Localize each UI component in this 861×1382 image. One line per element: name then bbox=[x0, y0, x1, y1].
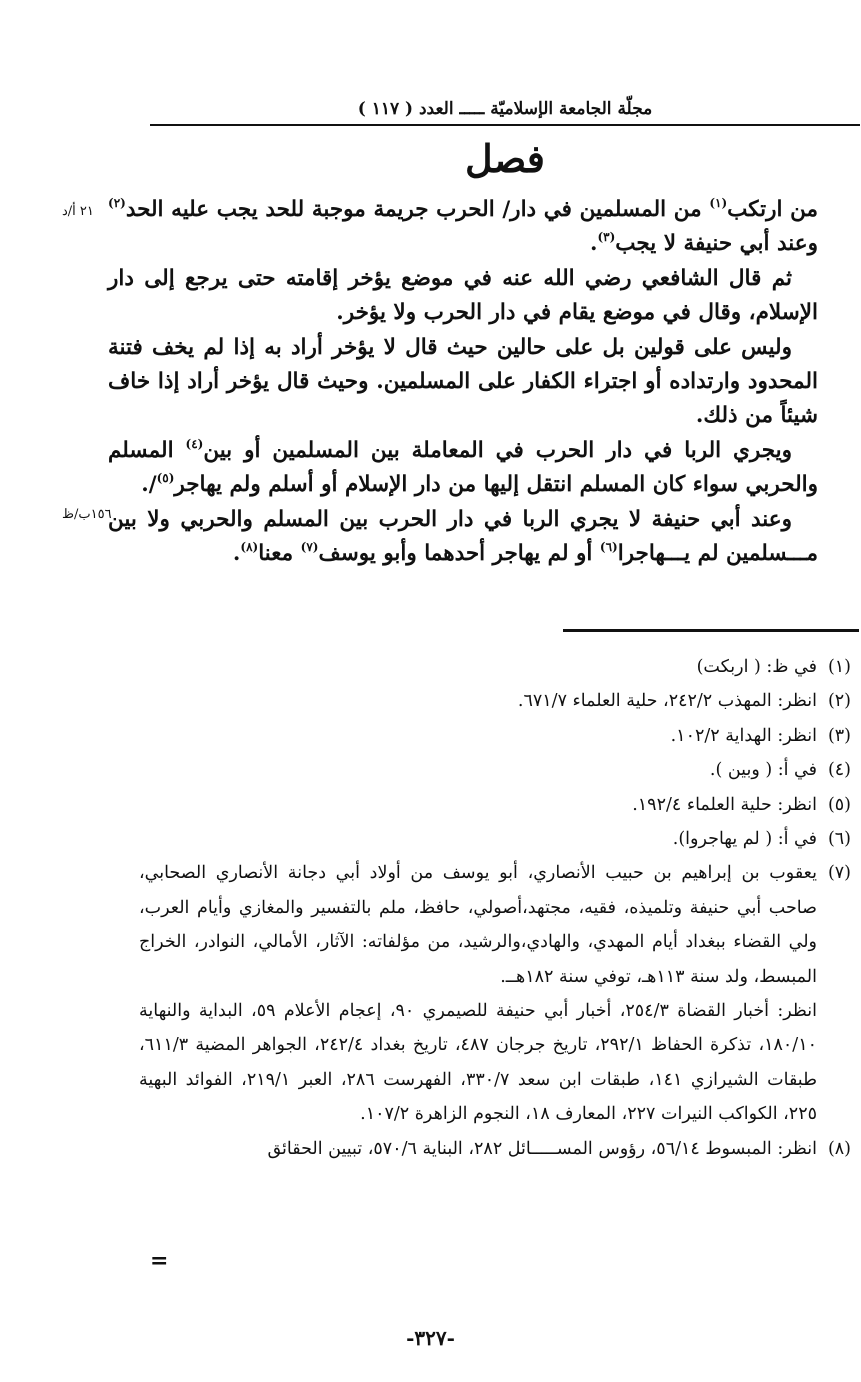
footnote-2: (٢) انظر: المهذب ٢٤٢/٢، حلية العلماء ٦٧١/٧. bbox=[517, 691, 851, 712]
paragraph-3: وليس على قولين بل على حالين حيث قال لا يؤخر أراد به إذا لم يخف فتنة المحدود وارتداده أو اجتراء الكفار على المسلمين. وحيث قال يؤخر أراد إذا خاف شيئاً من ذلك. bbox=[108, 334, 818, 429]
page-number: -٣٢٧- bbox=[406, 1326, 455, 1350]
footnote-ref-7[interactable]: (٧) bbox=[300, 540, 319, 555]
footnote-ref-8[interactable]: (٨) bbox=[240, 540, 259, 555]
footnote-5: (٥) انظر: حلية العلماء ١٩٢/٤. bbox=[632, 794, 851, 815]
footnotes bbox=[139, 650, 851, 1166]
section-title: فصل bbox=[465, 136, 545, 181]
footnote-ref-4[interactable]: (٤) bbox=[185, 436, 204, 451]
footnote-continuation-mark: = bbox=[150, 1248, 169, 1274]
footnote-ref-5[interactable]: (٥) bbox=[156, 471, 175, 486]
footnote-ref-3[interactable]: (٣) bbox=[597, 230, 616, 245]
footnote-7: (٧) يعقوب بن إبراهيم بن حبيب الأنصاري، أبو يوسف من أولاد أبي دجانة الأنصاري الصحابي، صاحب أبي حنيفة وتلميذه، فقيه، مجتهد،أصولي، حافظ، ملم بالتفسير والمغازي وأيام العرب، ولي القضاء ببغداد أيام المهدي، والهادي،والرشيد، من مؤلفاته: الآثار، الأمالي، النوادر، الخراج المبسط، ولد سنة ١١٣هـ، توفي سنة ١٨٢هــ. bbox=[139, 863, 851, 987]
footnote-1: (١) في ظ: ( اربكت) bbox=[696, 657, 851, 677]
margin-note-manuscript-z: ١٥٦ب/ظ bbox=[62, 507, 112, 522]
header-rule bbox=[150, 124, 860, 126]
paragraph-2: ثم قال الشافعي رضي الله عنه في موضع يؤخر إقامته حتى يرجع إلى دار الإسلام، وقال في موضع يقام في دار الحرب ولا يؤخر. bbox=[108, 265, 818, 326]
paragraph-1: من ارتكب$^{(١)}$ من المسلمين في دار/ الحرب جريمة موجبة للحد يجب عليه الحد$^{(٢)}$ وعند أبي حنيفة لا يجب$^{(٣)}$. bbox=[108, 196, 818, 257]
margin-note-manuscript-a: ٢١ أ/د bbox=[62, 204, 94, 219]
footnote-separator bbox=[563, 629, 859, 632]
paragraph-5: وعند أبي حنيفة لا يجري الربا في دار الحرب بين المسلم والحربي ولا بين مـــسلمين لم يـــهاجرا$^{(٦)}$ أو لم يهاجر أحدهما وأبو يوسف$^{(٧)}$ معنا$^{(٨)}$. bbox=[108, 506, 818, 567]
footnote-7-references: انظر: أخبار القضاة ٢٥٤/٣، أخبار أبي حنيفة للصيمري ٩٠، إعجام الأعلام ٥٩، البداية والنهاية ١٨٠/١٠، تذكرة الحفاظ ٢٩٢/١، تاريخ جرجان ٤٨٧، تاريخ بغداد ٢٤٢/٤، الجواهر المضية ٦١١/٣، طبقات الشيرازي ١٤١، طبقات ابن سعد ٣٣٠/٧، الفهرست ٢٨٦، العبر ٢١٩/١، الفوائد البهية ٢٢٥، الكواكب النيرات ٢٢٧، المعارف ١٨، النجوم الزاهرة ١٠٧/٢. bbox=[139, 1001, 818, 1125]
paragraph-4: ويجري الربا في دار الحرب في المعاملة بين المسلمين أو بين$^{(٤)}$ المسلم والحربي سواء كان المسلم انتقل إليها من دار الإسلام أو أسلم ولم يهاجر$^{(٥)}$/. bbox=[108, 436, 818, 498]
footnote-8: (٨) انظر: المبسوط ٥٦/١٤، رؤوس المســـــائل ٢٨٢، البناية ٥٧٠/٦، تبيين الحقائق bbox=[267, 1138, 851, 1159]
footnote-6: (٦) في أ: ( لم يهاجروا). bbox=[672, 829, 851, 850]
footnote-ref-1[interactable]: (١) bbox=[709, 196, 728, 210]
running-header: مجلّة الجامعة الإسلاميّة ـــــ العدد ( ١١٧ ) bbox=[357, 99, 653, 119]
footnote-4: (٤) في أ: ( وبين ). bbox=[709, 760, 851, 781]
footnote-ref-2[interactable]: (٢) bbox=[108, 196, 126, 210]
footnote-ref-6[interactable]: (٦) bbox=[599, 540, 618, 555]
main-text bbox=[108, 193, 818, 571]
footnote-3: (٣) انظر: الهداية ١٠٢/٢. bbox=[670, 725, 851, 746]
